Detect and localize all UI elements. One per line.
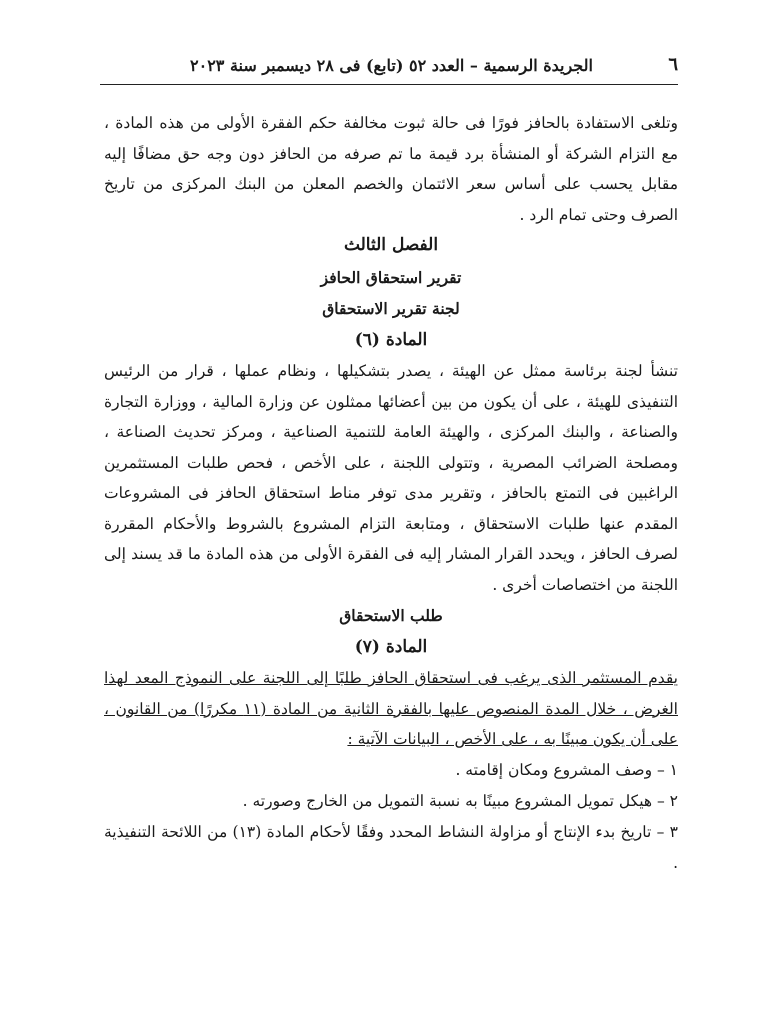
article-7-title: المادة (٧)	[354, 636, 428, 657]
article-6-text: تنشأ لجنة برئاسة ممثل عن الهيئة ، يصدر بتشكيلها ، ونظام عملها ، قرار من الرئيس التنفيذى للهيئة ، على أن يكون من بين أعضائها ممثلون عن وزارة المالية ، ووزارة التجارة والصناعة ، والبنك المركزى ، والهيئة العامة للتنمية الصناعية ، ومركز تحديث الصناعة ، ومصلحة الضرائب المصرية ، وتتولى اللجنة ، على الأخص ، فحص طلبات المستثمرين الراغبين فى التمتع بالحافز ، وتقرير مدى توفر مناط استحقاق الحافز فى المشروعات المقدم عنها طلبات الاستحقاق ، ومتابعة التزام المشروع بالشروط والأحكام المقررة لصرف الحافز ، ويحدد القرار المشار إليه فى الفقرة الأولى من هذه المادة ما قد يسند إلى اللجنة من اختصاصات أخرى .	[104, 362, 678, 594]
chapter-subtitle: تقرير استحقاق الحافز	[320, 267, 462, 287]
list-item: ٣ – تاريخ بدء الإنتاج أو مزاولة النشاط المحدد وفقًا لأحكام المادة (١٣) من اللائحة التنفيذية .	[104, 822, 678, 872]
chapter-title: الفصل الثالث	[343, 235, 439, 255]
list-item: ١ – وصف المشروع ومكان إقامته .	[455, 760, 678, 779]
page-number: ٦	[668, 54, 678, 75]
list-item: ٢ – هيكل تمويل المشروع مبينًا به نسبة التمويل من الخارج وصورته .	[242, 791, 678, 810]
page-header	[100, 50, 678, 85]
article-7-text	[104, 663, 678, 755]
article-6-title: المادة (٦)	[354, 329, 428, 350]
page-content	[104, 108, 678, 879]
article-7-underlined-text: يقدم المستثمر الذى يرغب فى استحقاق الحافز طلبًا إلى اللجنة على النموذج المعد لهذا الغرض ، خلال المدة المنصوص عليها بالفقرة الثانية من المادة (١١ مكررًا) من القانون ، على أن يكون مبينًا به ، على الأخص ، البيانات الآتية :	[104, 669, 678, 748]
section-title: طلب الاستحقاق	[339, 606, 443, 625]
gazette-title: الجريدة الرسمية – العدد ٥٢ (تابع) فى ٢٨ ديسمبر سنة ٢٠٢٣	[190, 56, 593, 75]
section-subtitle: لجنة تقرير الاستحقاق	[322, 299, 460, 318]
intro-paragraph: وتلغى الاستفادة بالحافز فورًا فى حالة ثبوت مخالفة حكم الفقرة الأولى من هذه المادة ، مع التزام الشركة أو المنشأة برد قيمة ما تم صرفه من الحافز دون وجه حق مضافًا إليه مقابل يحسب على أساس سعر الائتمان والخصم المعلن من البنك المركزى من تاريخ الصرف وحتى تمام الرد .	[104, 114, 678, 224]
